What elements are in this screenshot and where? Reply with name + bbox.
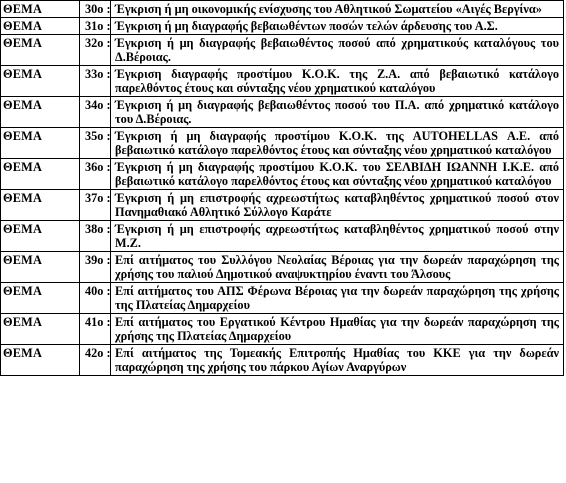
item-number-cell <box>80 35 111 66</box>
table-row <box>1 252 564 283</box>
item-number: 42ο : <box>85 346 111 360</box>
item-text: Επί αιτήματος του Εργατικού Κέντρου Ημαθίας για την δωρεάν παραχώρηση της χρήσης της Πλατείας Δημαρχείου <box>115 315 559 343</box>
item-text-cell <box>111 283 564 314</box>
item-number: 35ο : <box>85 129 111 143</box>
item-label-cell <box>1 1 80 18</box>
item-label: ΘΕΜΑ <box>3 2 43 16</box>
item-text-cell <box>111 345 564 376</box>
table-row <box>1 1 564 18</box>
item-label: ΘΕΜΑ <box>3 346 43 360</box>
item-text-cell <box>111 97 564 128</box>
item-text-cell <box>111 128 564 159</box>
item-text: Έγκριση ή μη διαγραφής βεβαιωθέντος ποσού του Π.Α. από χρηματικό κατάλογο του Δ.Βέροιας. <box>115 98 559 126</box>
item-label-cell <box>1 159 80 190</box>
table-row <box>1 128 564 159</box>
item-number: 39ο : <box>85 253 111 267</box>
item-text: Έγκριση ή μη διαγραφής προστίμου Κ.Ο.Κ. της AUTOHELLAS Α.Ε. από βεβαιωτικό κατάλογο παρελθόντος έτους και σύνταξης νέου χρηματικού καταλόγου <box>115 129 559 157</box>
item-number-cell <box>80 283 111 314</box>
agenda-body <box>1 1 564 376</box>
item-label: ΘΕΜΑ <box>3 129 43 143</box>
item-text: Έγκριση ή μη διαγραφής βεβαιωθέντων ποσών τελών άρδευσης του Α.Σ. <box>115 19 498 33</box>
item-label: ΘΕΜΑ <box>3 160 43 174</box>
item-label-cell <box>1 18 80 35</box>
table-row <box>1 97 564 128</box>
item-text: Έγκριση ή μη διαγραφής προστίμου Κ.Ο.Κ. του ΣΕΛΒΙΔΗ ΙΩΑΝΝΗ Ι.Κ.Ε. από βεβαιωτικό κατάλογο παρελθόντος έτους και σύνταξης νέου χρηματικού καταλόγου <box>115 160 559 188</box>
item-number: 40ο : <box>85 284 111 298</box>
item-label: ΘΕΜΑ <box>3 191 43 205</box>
item-label-cell <box>1 97 80 128</box>
item-label-cell <box>1 35 80 66</box>
item-number-cell <box>80 159 111 190</box>
item-number: 31ο : <box>85 19 111 33</box>
item-text: Έγκριση ή μη επιστροφής αχρεωστήτως καταβληθέντος χρηματικού ποσού στον Πανημαθιακό Αθλητικό Σύλλογο Καράτε <box>115 191 559 219</box>
item-number-cell <box>80 128 111 159</box>
item-number-cell <box>80 1 111 18</box>
item-text-cell <box>111 66 564 97</box>
table-row <box>1 66 564 97</box>
item-number: 38ο : <box>85 222 111 236</box>
item-number: 36ο : <box>85 160 111 174</box>
item-label: ΘΕΜΑ <box>3 253 43 267</box>
item-number: 33ο : <box>85 67 111 81</box>
item-text-cell <box>111 18 564 35</box>
item-label: ΘΕΜΑ <box>3 98 43 112</box>
item-text-cell <box>111 252 564 283</box>
item-number-cell <box>80 190 111 221</box>
item-label: ΘΕΜΑ <box>3 19 43 33</box>
table-row <box>1 314 564 345</box>
item-label: ΘΕΜΑ <box>3 315 43 329</box>
item-number: 30ο : <box>85 2 111 16</box>
item-number-cell <box>80 314 111 345</box>
item-text-cell <box>111 221 564 252</box>
item-label-cell <box>1 190 80 221</box>
item-number: 41ο : <box>85 315 111 329</box>
item-text: Επί αιτήματος του Συλλόγου Νεολαίας Βέροιας για την δωρεάν παραχώρηση της χρήσης του παλιού Δημοτικού αναψυκτηρίου έναντι του Άλσους <box>115 253 559 281</box>
item-number-cell <box>80 221 111 252</box>
item-label: ΘΕΜΑ <box>3 222 43 236</box>
item-label-cell <box>1 252 80 283</box>
item-label: ΘΕΜΑ <box>3 67 43 81</box>
item-label: ΘΕΜΑ <box>3 284 43 298</box>
item-label-cell <box>1 345 80 376</box>
item-text: Επί αιτήματος της Τομεακής Επιτροπής Ημαθίας του ΚΚΕ για την δωρεάν παραχώρηση της χρήσης του πάρκου Αγίων Αναργύρων <box>115 346 559 374</box>
table-row <box>1 159 564 190</box>
item-text-cell <box>111 314 564 345</box>
item-label-cell <box>1 66 80 97</box>
item-text: Έγκριση ή μη οικονομικής ενίσχυσης του Αθλητικού Σωματείου «Αιγές Βεργίνα» <box>115 2 542 16</box>
table-row <box>1 190 564 221</box>
item-number-cell <box>80 18 111 35</box>
item-label-cell <box>1 283 80 314</box>
item-label-cell <box>1 221 80 252</box>
item-number-cell <box>80 345 111 376</box>
item-text-cell <box>111 159 564 190</box>
item-text-cell <box>111 35 564 66</box>
item-number-cell <box>80 97 111 128</box>
item-number: 37ο : <box>85 191 111 205</box>
item-number: 34ο : <box>85 98 111 112</box>
item-text: Έγκριση ή μη διαγραφής βεβαιωθέντος ποσού από χρηματικούς καταλόγους του Δ.Βέροιας. <box>115 36 559 64</box>
table-row <box>1 221 564 252</box>
item-text: Έγκριση ή μη επιστροφής αχρεωστήτως καταβληθέντος χρηματικού ποσού στην Μ.Ζ. <box>115 222 559 250</box>
item-text: Έγκριση διαγραφής προστίμου Κ.Ο.Κ. της Ζ.Α. από βεβαιωτικό κατάλογο παρελθόντος έτους και σύνταξης νέου χρηματικού καταλόγου <box>115 67 559 95</box>
table-row <box>1 345 564 376</box>
item-text: Επί αιτήματος του ΑΠΣ Φέρωνα Βέροιας για την δωρεάν παραχώρηση της χρήσης της Πλατείας Δημαρχείου <box>115 284 559 312</box>
item-label-cell <box>1 128 80 159</box>
item-text-cell <box>111 1 564 18</box>
table-row <box>1 283 564 314</box>
table-row <box>1 35 564 66</box>
item-number: 32ο : <box>85 36 111 50</box>
item-label: ΘΕΜΑ <box>3 36 43 50</box>
item-number-cell <box>80 66 111 97</box>
item-text-cell <box>111 190 564 221</box>
item-label-cell <box>1 314 80 345</box>
table-row <box>1 18 564 35</box>
item-number-cell <box>80 252 111 283</box>
